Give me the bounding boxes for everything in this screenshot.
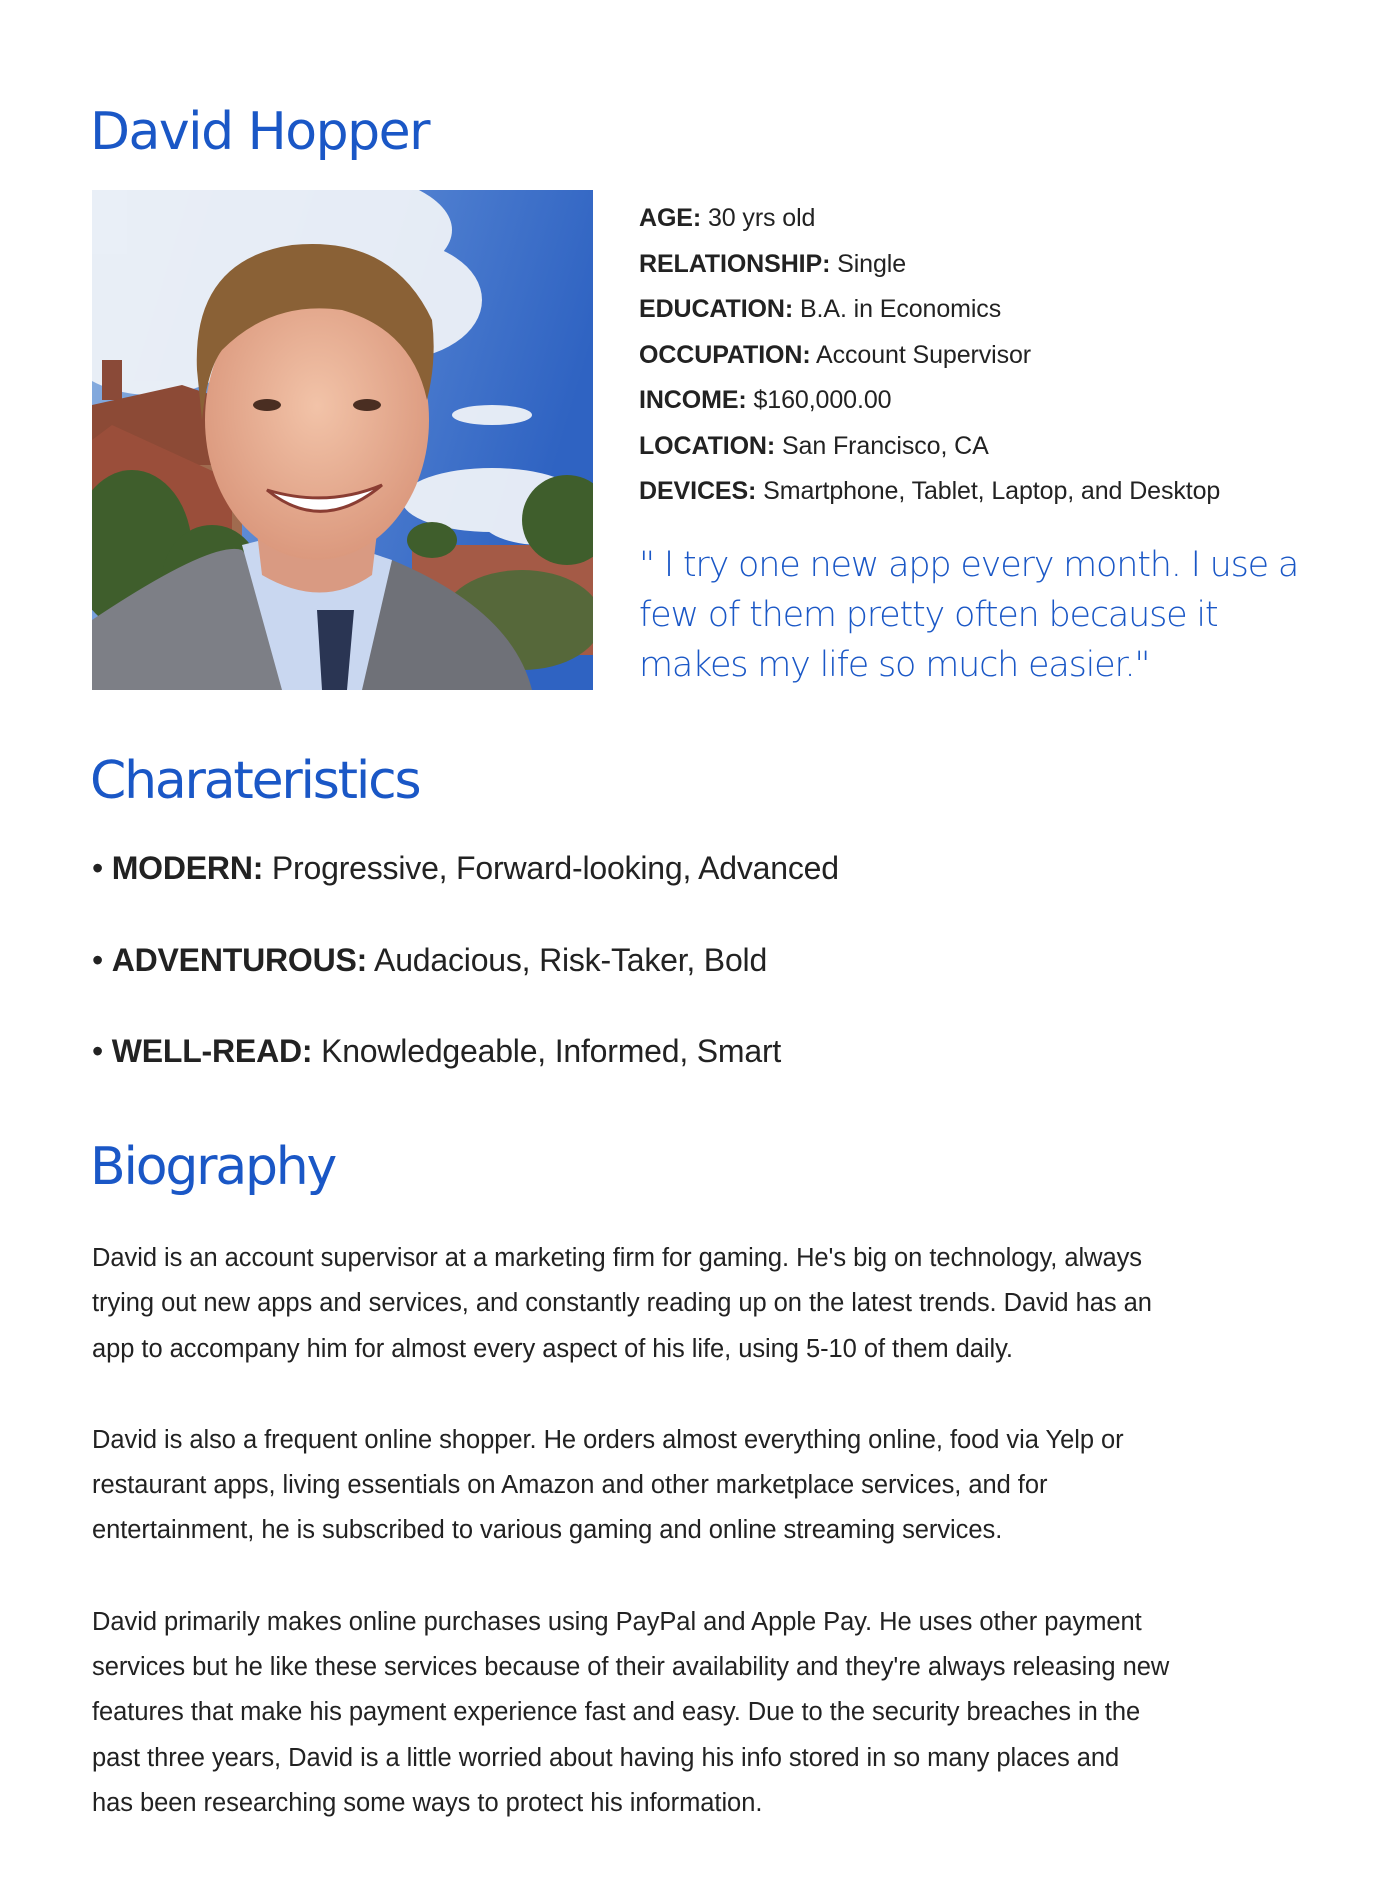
fact-value: B.A. in Economics [799, 295, 1002, 323]
fact-label: DEVICES: [639, 477, 757, 505]
biography-paragraph [92, 1418, 1342, 1554]
fact-occupation [639, 333, 1220, 379]
fact-location [639, 424, 1220, 470]
bio-line: David primarily makes online purchases using PayPal and Apple Pay. He uses other payment [92, 1607, 1142, 1636]
persona-facts [639, 196, 1220, 515]
trait-label: WELL-READ: [111, 1033, 313, 1069]
bio-line: David is also a frequent online shopper. He orders almost everything online, food via Yelp or [92, 1425, 1124, 1454]
trait-modern [92, 848, 839, 940]
trait-label: ADVENTUROUS: [111, 941, 368, 978]
trait-value: Progressive, Forward-looking, Advanced [271, 850, 839, 886]
bio-line: David is an account supervisor at a marketing firm for gaming. He's big on technology, always [92, 1244, 1142, 1272]
fact-age [639, 196, 1220, 242]
fact-label: RELATIONSHIP: [639, 249, 831, 278]
fact-education [639, 287, 1220, 333]
trait-label: MODERN: [111, 850, 264, 886]
biography-paragraph [92, 1236, 1342, 1372]
bio-line: features that make his payment experience fast and easy. Due to the security breaches in the [92, 1698, 1141, 1727]
fact-value: Smartphone, Tablet, Laptop, and Desktop [763, 477, 1221, 505]
fact-value: 30 yrs old [707, 204, 816, 232]
photo-illustration [92, 190, 593, 690]
quote-line: " I try one new app every month. I use a [639, 545, 1299, 585]
trait-well-read [92, 1031, 839, 1123]
bullet-icon: • [92, 1033, 104, 1069]
fact-relationship [639, 242, 1220, 288]
trait-value: Audacious, Risk-Taker, Bold [374, 941, 768, 978]
fact-label: LOCATION: [639, 431, 776, 460]
bio-line: has been researching some ways to protect his information. [92, 1788, 763, 1817]
fact-label: EDUCATION: [639, 295, 794, 323]
fact-value: $160,000.00 [753, 386, 892, 414]
characteristics-list [92, 848, 839, 1123]
persona-quote [639, 540, 1359, 690]
biography-body [92, 1236, 1342, 1872]
trait-value: Knowledgeable, Informed, Smart [321, 1033, 782, 1069]
fact-devices [639, 469, 1220, 515]
bio-line: services but he like these services because of their availability and they're always releasing new [92, 1653, 1170, 1682]
fact-label: AGE: [639, 204, 702, 232]
bio-line: restaurant apps, living essentials on Amazon and other marketplace services, and for [92, 1471, 1048, 1500]
fact-label: OCCUPATION: [639, 340, 811, 369]
trait-adventurous [92, 940, 839, 1032]
bio-line: entertainment, he is subscribed to various gaming and online streaming services. [92, 1516, 1003, 1545]
bio-line: trying out new apps and services, and constantly reading up on the latest trends. David has an [92, 1289, 1152, 1318]
bio-line: app to accompany him for almost every aspect of his life, using 5-10 of them daily. [92, 1334, 1013, 1363]
fact-label: INCOME: [639, 386, 747, 414]
quote-line: few of them pretty often because it [639, 595, 1218, 635]
characteristics-heading: Charateristics [90, 751, 420, 811]
persona-photo [92, 190, 593, 690]
bullet-icon: • [92, 941, 104, 978]
persona-name: David Hopper [90, 102, 429, 162]
biography-paragraph [92, 1600, 1342, 1826]
fact-value: San Francisco, CA [781, 431, 989, 460]
fact-value: Account Supervisor [816, 340, 1032, 369]
biography-heading: Biography [90, 1137, 336, 1197]
bio-line: past three years, David is a little worried about having his info stored in so many places and [92, 1743, 1120, 1772]
quote-line: makes my life so much easier." [639, 645, 1150, 685]
bullet-icon: • [92, 850, 104, 886]
fact-value: Single [837, 249, 907, 278]
fact-income [639, 378, 1220, 424]
